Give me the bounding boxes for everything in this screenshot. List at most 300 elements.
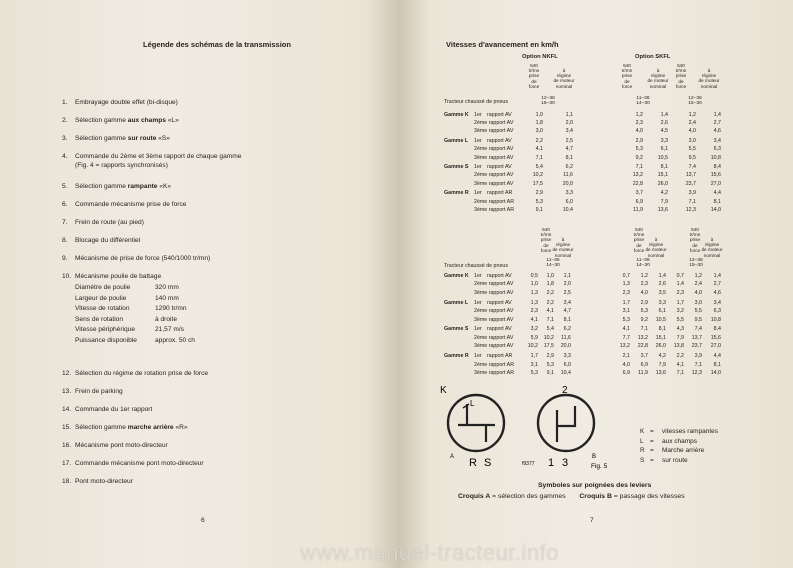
croquis-a-label: Croquis A: [458, 493, 491, 500]
speed-value: 8,1: [713, 361, 721, 368]
speed-value: 4,6: [713, 128, 721, 135]
speed-value: 7,1: [635, 164, 643, 171]
speed-value: 27,0: [710, 180, 721, 187]
speed-value: 4,0: [694, 289, 702, 296]
column-header-word: de: [692, 242, 698, 248]
speed-value: 3,9: [694, 353, 702, 360]
pulley-spec-value: 21,57 m/s: [155, 326, 184, 333]
speed-value: 3,5: [658, 289, 666, 296]
speed-value: 3,2: [530, 326, 538, 333]
speed-value: 3,1: [530, 361, 538, 368]
item-text: [75, 442, 168, 451]
speed-value: 10,2: [527, 343, 538, 350]
legend-key: K: [640, 428, 645, 435]
pulley-spec-value: 1290 tr/mn: [155, 305, 187, 312]
item-number: 12.: [62, 370, 72, 377]
column-header-word: de moteur: [701, 247, 723, 253]
rapport-label: 1er: [474, 299, 482, 306]
speed-value: 2,2: [546, 289, 554, 296]
item-text-part: marche arrière: [127, 424, 174, 431]
speed-value: 4,1: [530, 316, 538, 323]
item-text: [75, 219, 144, 228]
speed-value: 13,2: [637, 334, 648, 341]
speed-value: 3,3: [565, 190, 573, 197]
letter-b: B: [592, 454, 597, 460]
speed-value: 7,4: [688, 164, 696, 171]
item-text-part: Mécanisme poulie de battage: [75, 273, 162, 280]
option-nkfl-header: Option NKFL: [522, 54, 558, 60]
column-header-word: force: [540, 247, 552, 253]
speed-value: 10,4: [562, 206, 573, 213]
rapport-label: 1er: [474, 326, 482, 333]
column-header-word: à: [656, 68, 660, 73]
item-text: [75, 255, 210, 264]
column-header-word: de moteur: [552, 247, 574, 253]
speed-value: 3,1: [622, 308, 630, 315]
speed-value: 3,2: [676, 308, 684, 315]
legend-equals: =: [650, 428, 654, 435]
speed-value: 9,5: [694, 316, 702, 323]
speed-value: 4,1: [676, 361, 684, 368]
croquis-line: Croquis A = sélection des gammes Croquis B = passage des vitesses: [458, 493, 685, 500]
speed-value: 6,3: [713, 146, 721, 153]
figure-label: Fig. 5: [591, 463, 608, 470]
item-text-part: Frein de route (au pied): [75, 219, 144, 226]
speed-value: 6,9: [622, 369, 630, 376]
speed-value: 6,1: [658, 308, 666, 315]
rapport-label: 1er: [474, 273, 482, 279]
speed-value: 13,7: [685, 172, 696, 179]
speed-value: 5,4: [546, 326, 554, 333]
speed-value: 13,6: [655, 369, 666, 376]
symbols-title: Symboles sur poignées des leviers: [538, 482, 652, 489]
speed-value: 15,1: [655, 334, 666, 341]
lever-diagram: [436, 380, 636, 475]
speed-value: 7,1: [535, 154, 543, 161]
tire-label: Tracteur chaussé de pneus: [444, 99, 508, 105]
speed-value: 1,2: [635, 112, 643, 118]
pulley-spec-value: à droite: [155, 315, 177, 323]
column-header-word: force: [689, 247, 701, 253]
item-number: 14.: [62, 406, 72, 413]
legend-key: S: [640, 456, 645, 464]
item-text-line2: (Fig. 4 = rapports synchronisés): [75, 162, 168, 169]
speed-value: 5,3: [640, 308, 648, 315]
rapport-label: rapport AV: [487, 299, 512, 306]
rapport-label: 2ème rapport AV: [474, 146, 514, 153]
speed-value: 7,1: [640, 326, 648, 333]
column-header-word: tr/mn: [540, 232, 552, 238]
item-text-part: Mécanisme pont moto-directeur: [75, 442, 168, 449]
column-header-word: à: [654, 237, 658, 242]
speed-value: 1,1: [565, 112, 573, 118]
speed-value: 3,0: [694, 299, 702, 306]
croquis-b-circle: [538, 395, 594, 451]
item-text: [75, 460, 204, 469]
column-header-word: prise: [633, 237, 645, 243]
rapport-label: 2ème rapport AR: [474, 198, 515, 205]
column-header-word: prise: [621, 73, 633, 79]
speed-value: 23,7: [685, 180, 696, 187]
rapport-label: rapport AR: [487, 353, 513, 360]
speed-value: 3,3: [563, 353, 571, 360]
speed-value: 0,7: [622, 273, 630, 279]
tire-size: 12–36 15–30: [688, 96, 702, 107]
speed-value: 8,4: [713, 164, 721, 171]
column-header-word: force: [675, 83, 687, 89]
item-text-part: Sélection du régime de rotation prise de force: [75, 370, 209, 377]
speed-value: 9,1: [535, 206, 543, 213]
speed-value: 7,7: [622, 334, 630, 341]
item-text-part: Sélection gamme: [75, 117, 128, 124]
speed-value: 1,7: [622, 299, 630, 306]
speed-value: 3,4: [713, 138, 721, 145]
item-text-part: Sélection gamme: [75, 424, 128, 431]
gear-name: Gamme L: [444, 299, 469, 306]
speed-value: 15,6: [710, 172, 721, 179]
item-number: 15.: [62, 424, 72, 431]
item-number: 5.: [62, 183, 68, 190]
speed-value: 12,3: [685, 206, 696, 213]
speed-value: 3,4: [563, 299, 571, 306]
speed-value: 2,5: [563, 289, 571, 296]
speed-value: 6,3: [713, 308, 721, 315]
speed-value: 7,1: [676, 369, 684, 376]
speed-value: 14,0: [710, 369, 721, 376]
speed-value: 15,6: [710, 334, 721, 341]
speed-value: 2,3: [622, 289, 630, 296]
speed-value: 8,1: [658, 326, 666, 333]
speed-value: 7,1: [694, 361, 702, 368]
speed-value: 5,3: [530, 369, 538, 376]
item-text: [75, 388, 123, 397]
item-text-part: Commande du 1er rapport: [75, 406, 153, 413]
item-text-part: Mécanisme de prise de force (540/1000 tr/mn): [75, 255, 211, 262]
column-header-word: tr/mn: [675, 68, 687, 74]
speed-value: 17,5: [543, 343, 554, 350]
item-number: 6.: [62, 201, 68, 208]
speed-value: 1,2: [688, 112, 696, 118]
speed-value: 3,0: [688, 138, 696, 145]
speed-value: 14,0: [710, 206, 721, 213]
column-header-word: régime: [704, 242, 720, 248]
speed-value: 7,9: [660, 198, 668, 205]
item-text: [75, 370, 208, 379]
speed-value: 15,1: [657, 172, 668, 179]
column-header-word: nominal: [555, 83, 573, 89]
column-header-word: régime: [701, 73, 717, 79]
rapport-label: 1er: [474, 112, 482, 118]
column-header-word: tr/mn: [621, 68, 633, 74]
column-header-word: de: [543, 242, 549, 248]
tire-size: 11–36 14–30: [546, 258, 560, 269]
column-header-word: nominal: [647, 252, 665, 258]
speed-value: 5,5: [688, 146, 696, 153]
column-header-word: nominal: [703, 252, 721, 258]
item-text-part: Sélection gamme: [75, 135, 128, 142]
speed-value: 11,9: [638, 369, 648, 376]
speed-value: 23,7: [691, 343, 702, 350]
speed-value: 5,3: [535, 198, 543, 205]
speed-value: 10,5: [655, 316, 666, 323]
speed-value: 12,3: [691, 369, 702, 376]
rapport-label: 2ème rapport AR: [474, 361, 515, 368]
croquis-b-text: passage des vitesses: [619, 493, 685, 500]
right-page-title: Vitesses d'avancement en km/h: [446, 40, 559, 49]
speed-value: 8,4: [713, 326, 721, 333]
column-header-word: force: [633, 247, 645, 253]
item-text: [75, 183, 171, 192]
speed-value: 8,1: [565, 154, 573, 161]
speed-value: 2,9: [535, 190, 543, 197]
speed-value: 2,4: [694, 281, 702, 288]
column-header-word: 540: [635, 227, 643, 232]
speed-value: 3,4: [565, 128, 573, 135]
speed-value: 5,4: [535, 164, 543, 171]
rapport-label: 3ème rapport AV: [474, 289, 514, 296]
right-page: [398, 0, 793, 568]
speed-value: 22,8: [632, 180, 643, 187]
legend-equals: =: [650, 437, 654, 445]
speed-value: 4,0: [688, 128, 696, 135]
speed-value: 4,6: [713, 289, 721, 296]
letter-l: L: [470, 399, 475, 408]
speed-value: 7,9: [676, 334, 684, 341]
speed-value: 10,5: [657, 154, 668, 161]
speed-value: 6,9: [635, 198, 643, 205]
speed-value: 8,1: [563, 316, 571, 323]
column-header-word: régime: [650, 73, 666, 79]
column-header-word: 540: [691, 227, 699, 232]
legend-equals: =: [650, 447, 654, 454]
speed-value: 2,2: [535, 138, 543, 145]
rapport-label: 3ème rapport AV: [474, 154, 514, 161]
page-number-left: 6: [201, 517, 205, 524]
pulley-spec-label: Diamètre de poulie: [75, 284, 131, 291]
speed-value: 2,0: [563, 281, 571, 288]
speed-value: 2,7: [713, 120, 721, 127]
column-header-word: nominal: [700, 83, 718, 89]
rapport-label: 3ème rapport AV: [474, 180, 514, 187]
legend-text: aux champs: [662, 437, 698, 445]
speed-value: 2,3: [530, 308, 538, 315]
legend-key: R: [640, 447, 645, 454]
item-number: 4.: [62, 153, 68, 160]
speed-value: 2,2: [676, 353, 684, 360]
speed-value: 1,2: [694, 273, 702, 279]
column-header-word: prise: [540, 237, 552, 243]
item-number: 17.: [62, 460, 72, 467]
column-header-word: à: [561, 237, 565, 242]
speed-value: 1,4: [676, 281, 684, 288]
speed-value: 0,5: [530, 273, 538, 279]
item-number: 7.: [62, 219, 68, 226]
column-header-word: 540: [530, 63, 538, 68]
left-page-title: Légende des schémas de la transmission: [143, 40, 291, 49]
rapport-label: 1er: [474, 164, 482, 171]
item-text: [75, 153, 241, 162]
column-header-word: prise: [675, 73, 687, 79]
speed-value: 7,1: [688, 198, 696, 205]
letter-a: A: [450, 454, 455, 460]
item-text-part: Frein de parking: [75, 388, 123, 395]
item-number: 9.: [62, 255, 68, 262]
column-header-word: à: [707, 68, 711, 73]
speed-value: 2,2: [546, 299, 554, 306]
speed-value: 5,5: [676, 316, 684, 323]
item-text-part: «S»: [156, 135, 170, 142]
item-text-part: sur route: [127, 135, 157, 142]
speed-value: 20,0: [560, 343, 571, 350]
item-text-part: Commande mécanisme prise de force: [75, 201, 187, 208]
item-number: 10.: [62, 273, 72, 280]
speed-value: 2,4: [688, 120, 696, 127]
item-text: [75, 135, 170, 144]
item-text: [75, 424, 188, 433]
column-header-word: de moteur: [647, 78, 669, 84]
item-number: 2.: [62, 117, 68, 124]
page-number-right: 7: [590, 517, 594, 524]
speed-value: 1,7: [676, 299, 684, 306]
figure-code: f9377: [522, 461, 535, 467]
column-header-word: tr/mn: [633, 232, 645, 238]
speed-value: 13,2: [632, 172, 643, 179]
speed-value: 13,8: [673, 343, 684, 350]
rapport-label: 3ème rapport AR: [474, 206, 515, 213]
speed-value: 17,5: [532, 180, 543, 187]
speed-value: 1,8: [535, 120, 543, 127]
column-header-word: de: [624, 78, 630, 84]
speed-value: 7,1: [546, 316, 554, 323]
rapport-label: 3ème rapport AV: [474, 316, 514, 323]
item-text-part: rampante: [127, 183, 158, 190]
item-number: 16.: [62, 442, 72, 449]
pulley-spec-label: Largeur de poulie: [75, 294, 127, 302]
item-text-part: «K»: [157, 183, 172, 190]
speed-value: 1,4: [713, 273, 721, 279]
column-header-word: prise: [689, 237, 701, 243]
speed-value: 2,3: [635, 120, 643, 127]
speed-value: 6,2: [565, 164, 573, 171]
rapport-label: rapport AV: [487, 326, 512, 333]
speed-value: 0,7: [676, 273, 684, 279]
column-header-word: à: [562, 68, 566, 73]
rapport-label: 3ème rapport AV: [474, 343, 514, 350]
speed-value: 3,0: [535, 128, 543, 135]
column-header-word: de: [531, 78, 537, 84]
gear-name: Gamme K: [444, 273, 469, 279]
column-header-word: tr/mn: [528, 68, 540, 74]
speed-value: 3,3: [658, 299, 666, 306]
speed-value: 1,3: [530, 289, 538, 296]
speed-value: 26,0: [655, 343, 666, 350]
letter-s: S: [484, 457, 492, 469]
speed-value: 3,3: [660, 138, 668, 145]
column-header-word: 540: [677, 63, 685, 68]
legend-text: vitesses rampantes: [662, 428, 718, 435]
speed-value: 13,6: [657, 206, 668, 213]
speed-value: 2,9: [635, 138, 643, 145]
number-1: 1: [548, 457, 555, 469]
speed-value: 26,0: [657, 180, 668, 187]
column-header-word: force: [528, 83, 540, 89]
speed-value: 22,8: [637, 343, 648, 350]
column-header-word: régime: [555, 242, 571, 248]
speed-value: 2,0: [565, 120, 573, 127]
speed-value: 1,4: [713, 112, 721, 118]
speed-value: 4,2: [658, 353, 666, 360]
pulley-spec-value: approx. 50 ch: [155, 336, 195, 344]
column-header-word: force: [621, 83, 633, 89]
item-text: [75, 201, 186, 210]
column-header-word: tr/mn: [689, 232, 701, 238]
number-2: 2: [562, 385, 568, 396]
gear-name: Gamme R: [444, 190, 469, 197]
item-number: 3.: [62, 135, 68, 142]
tire-size: 11–36 14–30: [636, 96, 650, 107]
speed-value: 9,5: [688, 154, 696, 161]
gear-name: Gamme R: [444, 353, 469, 360]
speed-value: 11,6: [561, 334, 571, 341]
column-header-word: à: [710, 237, 714, 242]
speed-value: 4,4: [713, 353, 721, 360]
speed-value: 4,0: [640, 289, 648, 296]
column-header-word: régime: [648, 242, 664, 248]
speed-value: 4,2: [660, 190, 668, 197]
rapport-label: 2ème rapport AV: [474, 334, 514, 341]
speed-value: 9,1: [546, 369, 554, 376]
speed-value: 1,0: [530, 281, 538, 288]
number-3: 3: [562, 457, 569, 469]
item-text: [75, 99, 178, 108]
item-text-part: Embrayage double effet (bi-disque): [75, 99, 178, 106]
rapport-label: rapport AR: [487, 190, 513, 197]
speed-value: 2,3: [640, 281, 648, 288]
item-text-part: Pont moto-directeur: [75, 478, 133, 485]
speed-value: 8,1: [713, 198, 721, 205]
speed-value: 13,7: [691, 334, 702, 341]
speed-value: 4,4: [713, 190, 721, 197]
speed-value: 10,8: [710, 316, 721, 323]
speed-value: 1,1: [563, 273, 571, 279]
speed-value: 4,0: [622, 361, 630, 368]
speed-value: 2,1: [622, 353, 630, 360]
speed-value: 10,2: [532, 172, 543, 179]
speed-value: 1,3: [622, 281, 630, 288]
speed-value: 8,1: [660, 164, 668, 171]
item-number: 18.: [62, 478, 72, 485]
column-header-word: nominal: [554, 252, 572, 258]
speed-value: 7,4: [694, 326, 702, 333]
pulley-spec-value: 140 mm: [155, 294, 179, 302]
speed-value: 1,2: [640, 273, 648, 279]
speed-value: 2,9: [546, 353, 554, 360]
tire-label: Tracteur chaussé de pneus: [444, 263, 508, 269]
croquis-a-gate: [458, 404, 495, 442]
speed-value: 11,6: [563, 172, 573, 179]
speed-value: 4,1: [546, 308, 554, 315]
speed-value: 7,9: [658, 361, 666, 368]
speed-value: 4,1: [535, 146, 543, 153]
gear-name: Gamme K: [444, 112, 469, 118]
speed-value: 1,3: [530, 299, 538, 306]
rapport-label: rapport AV: [487, 164, 512, 171]
speed-value: 27,0: [710, 343, 721, 350]
item-text-part: aux champs: [127, 117, 166, 124]
speed-value: 4,3: [676, 326, 684, 333]
legend-text: sur route: [662, 456, 688, 464]
column-header-word: régime: [556, 73, 572, 79]
